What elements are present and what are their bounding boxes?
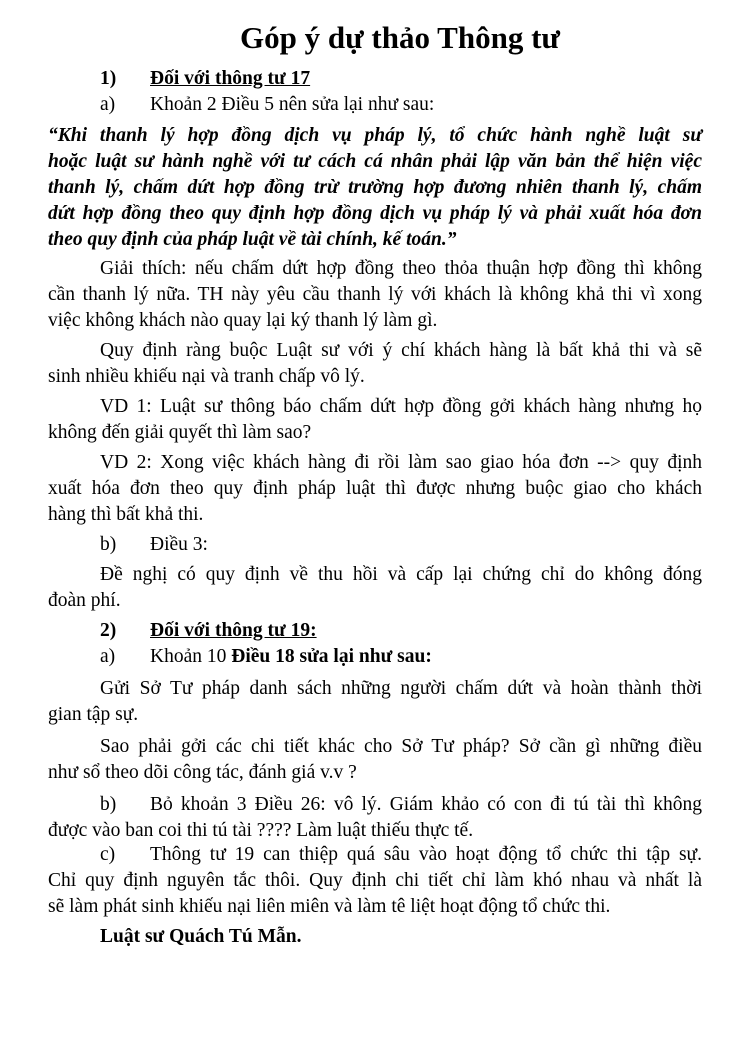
section1-item-a	[100, 92, 750, 118]
explain-line: cần thanh lý nữa. TH này yêu cầu thanh lý với khách là không khả thi vì xong	[48, 284, 702, 305]
section2-item-c-continued: Chỉ quy định nguyên tắc thôi. Quy định chi tiết chỉ làm khó nhau và nhất là	[48, 870, 702, 891]
section2-item-b-marker: b)	[100, 794, 117, 815]
section1-item-a-text: Khoản 2 Điều 5 nên sửa lại như sau:	[150, 94, 435, 115]
send-line: gian tập sự.	[48, 704, 139, 725]
section2-item-b-text: Bỏ khoản 3 Điều 26: vô lý. Giám khảo có con đi tú tài thì không	[150, 794, 702, 815]
section1-item-b	[100, 532, 750, 558]
section1-number: 1)	[100, 68, 117, 89]
example2-line: VD 2: Xong việc khách hàng đi rồi làm sao giao hóa đơn --> quy định	[100, 452, 702, 473]
quote-line: dứt hợp đồng theo quy định hợp đồng dịch vụ pháp lý và phải xuất hóa đơn	[48, 203, 702, 224]
send-line: Gửi Sở Tư pháp danh sách những người chấm dứt và hoàn thành thời	[100, 678, 702, 699]
section2-item-b-continued: được vào ban coi thi tú tài ???? Làm luật thiếu thực tế.	[48, 820, 474, 841]
question-line: như sổ theo dõi công tác, đánh giá v.v ?	[48, 762, 357, 783]
quote-line: hoặc luật sư hành nghề với tư cách cá nhân phải lập văn bản thể hiện việc	[48, 151, 702, 172]
rule-line: Quy định ràng buộc Luật sư với ý chí khách hàng là bất khả thi và sẽ	[100, 340, 702, 361]
quote-line: thanh lý, chấm dứt hợp đồng trừ trường hợp đương nhiên thanh lý, chấm	[48, 177, 702, 198]
section2-item-a-text: Khoản 10	[150, 646, 232, 667]
section2-heading	[100, 618, 750, 644]
section2-item-a	[100, 644, 750, 670]
section2-item-b	[100, 792, 702, 818]
section2-title: Đối với thông tư 19:	[150, 620, 317, 641]
proposal-line: Đề nghị có quy định về thu hồi và cấp lại chứng chỉ do không đóng	[100, 564, 702, 585]
section1-item-a-marker: a)	[100, 94, 116, 115]
section1-heading	[100, 66, 750, 92]
proposal-line: đoàn phí.	[48, 590, 121, 611]
quote-line: theo quy định của pháp luật về tài chính, kế toán.”	[48, 229, 457, 250]
example2-line: xuất hóa đơn theo quy định pháp luật thì được nhưng buộc giao cho khách	[48, 478, 702, 499]
quote-line: “Khi thanh lý hợp đồng dịch vụ pháp lý, tổ chức hành nghề luật sư	[48, 125, 702, 146]
section2-number: 2)	[100, 620, 117, 641]
section2-item-c-continued: sẽ làm phát sinh khiếu nại liên miên và làm tê liệt hoạt động tổ chức thi.	[48, 896, 611, 917]
section2-item-c	[100, 842, 702, 868]
section1-item-b-marker: b)	[100, 534, 117, 555]
section2-item-a-marker: a)	[100, 646, 116, 667]
signature: Luật sư Quách Tú Mẫn.	[100, 926, 302, 947]
example1-line: VD 1: Luật sư thông báo chấm dứt hợp đồng gởi khách hàng nhưng họ	[100, 396, 702, 417]
example1-line: không đến giải quyết thì làm sao?	[48, 422, 312, 443]
section2-item-a-bold: Điều 18 sửa lại như sau:	[231, 646, 432, 667]
section1-item-b-text: Điều 3:	[150, 534, 208, 555]
explain-line: Giải thích: nếu chấm dứt hợp đồng theo thỏa thuận hợp đồng thì không	[100, 258, 702, 279]
explain-line: việc không khách nào quay lại ký thanh lý làm gì.	[48, 310, 438, 331]
rule-line: sinh nhiều khiếu nại và tranh chấp vô lý.	[48, 366, 365, 387]
question-line: Sao phải gởi các chi tiết khác cho Sở Tư pháp? Sở cần gì những điều	[100, 736, 702, 757]
section2-item-c-marker: c)	[100, 844, 116, 865]
section1-title: Đối với thông tư 17	[150, 68, 311, 89]
document-title: Góp ý dự thảo Thông tư	[239, 20, 561, 55]
example2-line: hàng thì bất khả thi.	[48, 504, 204, 525]
section2-item-c-text: Thông tư 19 can thiệp quá sâu vào hoạt động tổ chức thi tập sự.	[150, 844, 702, 865]
